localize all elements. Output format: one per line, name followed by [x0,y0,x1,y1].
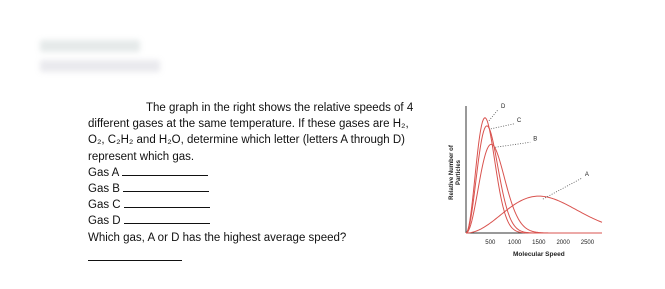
x-tick-2500: 2500 [580,240,595,246]
x-tick-500: 500 [485,240,496,246]
question-intro: The graph in the right shows the relative speeds of 4 different gases at the same temperature. If these gases are H₂, O₂, C₂H₂ and H₂O, determine which letter (letters A through D) represent which gas. [88,102,414,163]
gas-a-label: Gas A [88,166,119,179]
gas-b-label: Gas B [88,183,120,196]
curve-label-D: D [500,103,506,110]
y-axis-label-line1: Relative Number of [449,145,455,200]
curve-D [466,118,602,233]
curve-label-A: A [584,172,589,179]
label-leader-A [543,178,582,199]
label-leader-C [491,124,514,129]
curve-label-C: C [516,117,522,124]
label-leader-B [495,142,530,147]
curve-label-B: B [533,136,538,143]
curve-A [466,196,602,233]
gas-d-label: Gas D [88,215,121,228]
x-tick-1500: 1500 [532,240,546,246]
x-tick-1000: 1000 [507,240,522,246]
x-tick-2000: 2000 [556,240,570,246]
x-axis-label: Molecular Speed [513,251,565,258]
label-leader-D [489,110,498,121]
curve-B [466,144,602,233]
y-axis-label-line2: Particles [456,159,462,186]
final-question: Which gas, A or D has the highest average speed? [88,231,347,244]
gas-c-label: Gas C [88,199,121,212]
